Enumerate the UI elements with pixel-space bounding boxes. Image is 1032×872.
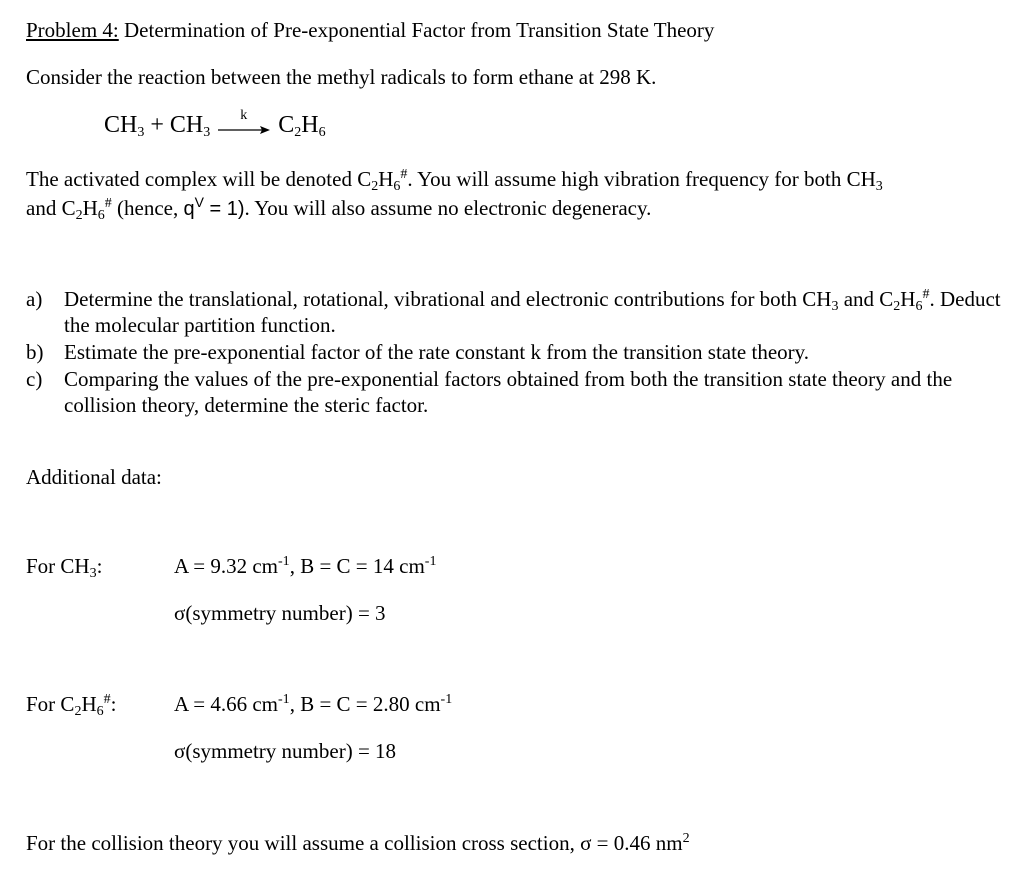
c2h6-label-sup: #	[103, 692, 111, 707]
c2h6-label	[26, 691, 116, 717]
eq-reactant1: CH	[104, 112, 138, 138]
activated-line1-post: . You will assume high vibration frequency for both CH	[407, 167, 876, 191]
question-a-post: . Deduct the molecular partition function.	[64, 287, 1001, 337]
c2h6-label-colon: :	[110, 692, 117, 716]
ch3-const-a: A = 9.32 cm	[174, 554, 279, 578]
question-c-label: c)	[26, 367, 43, 391]
activated-line1-pre: The activated complex will be denoted C	[26, 167, 372, 191]
activated-line1-sub2: 2	[371, 179, 379, 194]
ch3-symmetry: σ(symmetry number) = 3	[174, 601, 386, 625]
problem-label: Problem 4:	[26, 18, 119, 42]
ch3-const-bc: , B = C = 14 cm	[289, 554, 425, 578]
ch3-label	[26, 553, 102, 579]
eq-product-h: H	[301, 112, 319, 138]
activated-line1-sub3: 3	[875, 179, 883, 194]
activated-line2-sup: #	[104, 196, 112, 211]
activated-line1-sub6: 6	[393, 179, 401, 194]
eq-reactant2: CH	[169, 112, 204, 138]
question-a-sub6: 6	[915, 299, 923, 314]
problem-title-text: Determination of Pre-exponential Factor from Transition State Theory	[124, 18, 715, 42]
question-a-h: H	[900, 287, 916, 311]
activated-line2-post: . You will also assume no electronic degeneracy.	[244, 196, 652, 220]
question-a-sup: #	[922, 287, 930, 302]
arrow-icon	[218, 125, 270, 135]
intro-text: Consider the reaction between the methyl radicals to form ethane at 298 K.	[26, 65, 657, 89]
c2h6-const-bc: , B = C = 2.80 cm	[289, 692, 441, 716]
eq-product-c-sub: 2	[294, 125, 302, 140]
reaction-equation	[104, 108, 326, 140]
ch3-const-a-sup: -1	[278, 554, 290, 569]
collision-sup: 2	[682, 831, 690, 846]
activated-line2-eq: = 1)	[203, 198, 245, 220]
activated-line1-h: H	[378, 167, 394, 191]
question-a	[26, 286, 1016, 340]
question-c-text: Comparing the values of the pre-exponential factors obtained from both the transition state theory and the collision theory, determine the steric factor.	[64, 367, 953, 417]
question-a-and: and C	[838, 287, 894, 311]
problem-title	[26, 17, 714, 43]
c2h6-label-h: H	[81, 692, 97, 716]
activated-line2-mid: (hence,	[111, 196, 184, 220]
ch3-label-sub: 3	[89, 566, 97, 581]
c2h6-label-sub2: 2	[74, 704, 82, 719]
activated-line2-sub6: 6	[97, 208, 105, 223]
additional-heading: Additional data:	[26, 465, 162, 489]
question-a-sub3: 3	[831, 299, 839, 314]
eq-plus: +	[150, 112, 164, 138]
activated-line2	[26, 195, 651, 222]
c2h6-symmetry: σ(symmetry number) = 18	[174, 739, 397, 763]
activated-line2-q: q	[183, 198, 195, 220]
activated-line2-sub2: 2	[75, 208, 83, 223]
c2h6-label-sub6: 6	[96, 704, 104, 719]
question-c	[26, 366, 1016, 420]
eq-product-h-sub: 6	[318, 125, 326, 140]
collision-text: For the collision theory you will assume a collision cross section, σ = 0.46 nm	[26, 831, 683, 855]
eq-rate-constant: k	[240, 108, 248, 124]
eq-reactant1-sub: 3	[137, 125, 145, 140]
question-b	[26, 339, 1016, 365]
c2h6-rotational-constants	[174, 691, 452, 717]
ch3-rotational-constants	[174, 553, 436, 579]
c2h6-const-a: A = 4.66 cm	[174, 692, 279, 716]
question-b-label: b)	[26, 340, 44, 364]
ch3-const-bc-sup: -1	[424, 554, 437, 569]
activated-line1	[26, 166, 883, 192]
collision-note	[26, 830, 690, 856]
eq-reactant2-sub: 3	[203, 125, 211, 140]
activated-line1-sup: #	[400, 167, 408, 182]
question-a-text	[64, 286, 1004, 338]
activated-line2-qsup: V	[194, 194, 204, 210]
activated-line2-pre: and C	[26, 196, 76, 220]
activated-line2-h: H	[82, 196, 98, 220]
eq-product-c: C	[278, 112, 295, 138]
question-b-text: Estimate the pre-exponential factor of the rate constant k from the transition state theory.	[64, 340, 810, 364]
c2h6-label-text: For C	[26, 692, 75, 716]
c2h6-const-a-sup: -1	[278, 692, 290, 707]
reaction-arrow	[218, 108, 270, 139]
question-a-label: a)	[26, 287, 43, 311]
question-a-pre: Determine the translational, rotational, vibrational and electronic contributions for both CH	[64, 287, 832, 311]
ch3-label-text: For CH	[26, 554, 90, 578]
c2h6-const-bc-sup: -1	[440, 692, 453, 707]
ch3-label-colon: :	[96, 554, 103, 578]
question-a-sub2: 2	[893, 299, 901, 314]
